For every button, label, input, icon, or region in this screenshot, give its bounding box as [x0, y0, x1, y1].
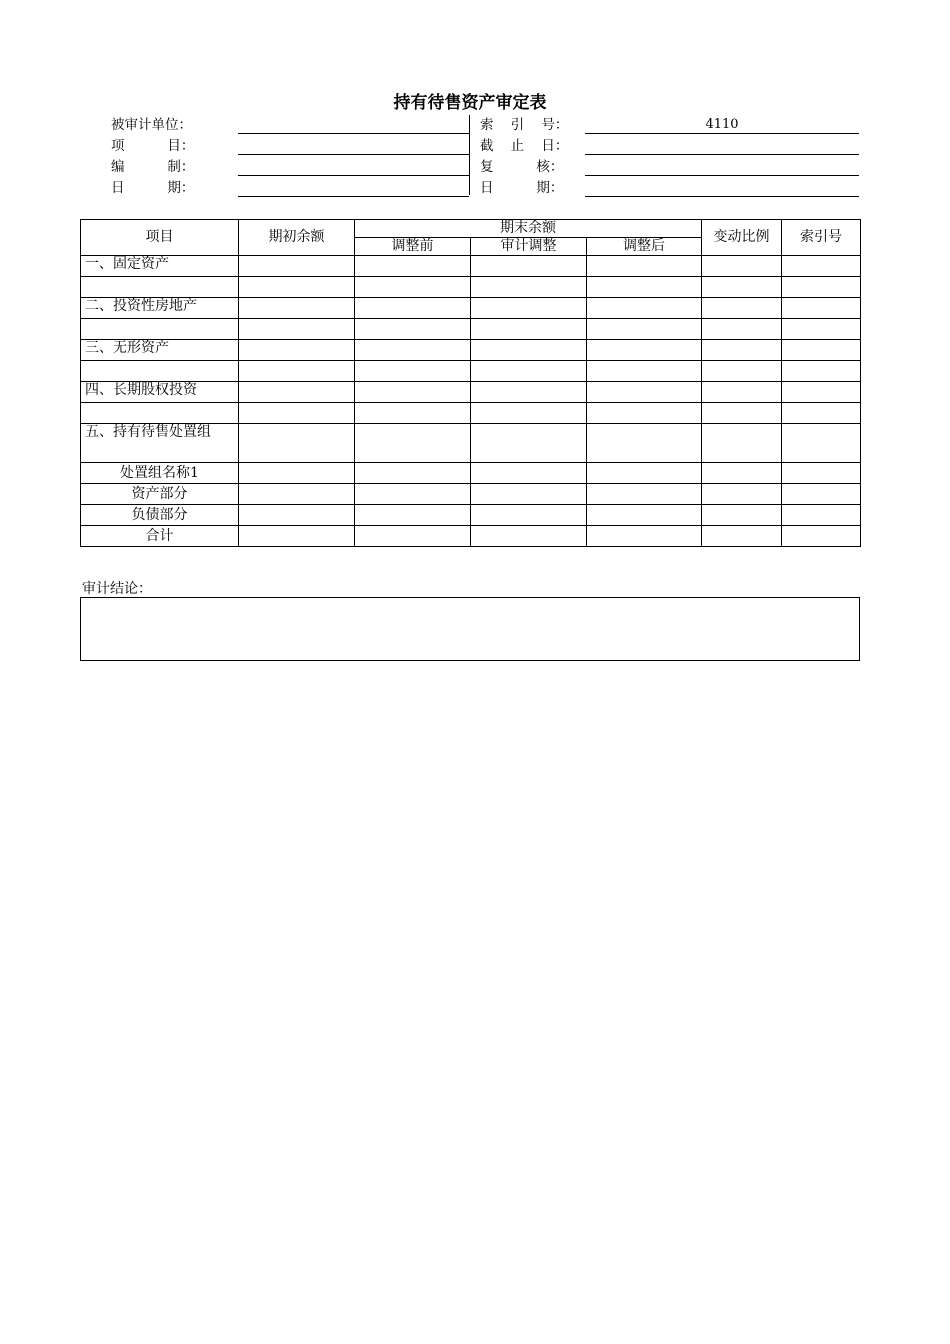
table-cell[interactable]	[702, 424, 782, 463]
table-cell[interactable]	[355, 361, 471, 382]
table-cell[interactable]	[782, 484, 861, 505]
header-field-date-left[interactable]	[238, 196, 469, 197]
row-label	[81, 403, 239, 424]
table-cell[interactable]	[239, 256, 355, 277]
row-label: 五、持有待售处置组	[81, 424, 239, 463]
table-cell[interactable]	[587, 505, 702, 526]
table-cell[interactable]	[587, 484, 702, 505]
table-cell[interactable]	[239, 277, 355, 298]
table-cell[interactable]	[702, 382, 782, 403]
table-row	[81, 424, 861, 463]
table-cell[interactable]	[239, 340, 355, 361]
column-header-index-no: 索引号	[782, 220, 861, 256]
table-cell[interactable]	[587, 277, 702, 298]
table-cell[interactable]	[355, 505, 471, 526]
table-cell[interactable]	[587, 361, 702, 382]
table-cell[interactable]	[471, 319, 587, 340]
audit-table	[80, 219, 861, 547]
row-label: 合计	[81, 526, 239, 547]
table-cell[interactable]	[471, 298, 587, 319]
table-cell[interactable]	[782, 463, 861, 484]
table-cell[interactable]	[471, 505, 587, 526]
header-field-cutoff-date[interactable]	[585, 154, 859, 155]
row-label: 一、固定资产	[81, 256, 239, 277]
header-field-reviewer[interactable]	[585, 175, 859, 176]
table-cell[interactable]	[587, 463, 702, 484]
table-row	[81, 340, 861, 361]
table-cell[interactable]	[355, 484, 471, 505]
table-cell[interactable]	[587, 403, 702, 424]
table-row	[81, 463, 861, 484]
column-header-change-ratio: 变动比例	[702, 220, 782, 256]
table-cell[interactable]	[355, 526, 471, 547]
header-field-project[interactable]	[238, 154, 469, 155]
column-header-after-adjustment: 调整后	[587, 238, 702, 256]
table-cell[interactable]	[239, 424, 355, 463]
table-cell[interactable]	[702, 340, 782, 361]
table-cell[interactable]	[471, 484, 587, 505]
table-cell[interactable]	[782, 298, 861, 319]
row-label	[81, 277, 239, 298]
table-cell[interactable]	[702, 361, 782, 382]
table-cell[interactable]	[782, 319, 861, 340]
table-cell[interactable]	[239, 505, 355, 526]
column-header-audit-adjustment: 审计调整	[471, 238, 587, 256]
conclusion-label: 审计结论：	[82, 581, 152, 597]
header-field-audited-unit[interactable]	[238, 133, 469, 134]
table-cell[interactable]	[355, 256, 471, 277]
column-header-before-adjustment: 调整前	[355, 238, 471, 256]
table-cell[interactable]	[782, 256, 861, 277]
table-row	[81, 361, 861, 382]
table-cell[interactable]	[782, 526, 861, 547]
table-row	[81, 256, 861, 277]
header-label-cutoff-date: 截 止 日：	[480, 138, 569, 154]
table-row	[81, 484, 861, 505]
table-cell[interactable]	[782, 340, 861, 361]
row-label: 处置组名称1	[81, 463, 239, 484]
header-field-date-right[interactable]	[585, 196, 859, 197]
conclusion-box[interactable]	[80, 597, 860, 661]
column-header-item: 项目	[81, 220, 239, 256]
header-divider	[469, 115, 470, 195]
table-cell[interactable]	[239, 361, 355, 382]
header-label-audited-unit: 被审计单位：	[111, 117, 192, 133]
table-cell[interactable]	[587, 526, 702, 547]
table-cell[interactable]	[702, 484, 782, 505]
table-cell[interactable]	[471, 526, 587, 547]
table-cell[interactable]	[587, 424, 702, 463]
row-label: 负债部分	[81, 505, 239, 526]
table-cell[interactable]	[702, 298, 782, 319]
table-cell[interactable]	[782, 505, 861, 526]
table-cell[interactable]	[239, 526, 355, 547]
table-cell[interactable]	[355, 403, 471, 424]
table-cell[interactable]	[355, 424, 471, 463]
table-cell[interactable]	[702, 277, 782, 298]
table-cell[interactable]	[587, 256, 702, 277]
row-label: 二、投资性房地产	[81, 298, 239, 319]
table-cell[interactable]	[355, 382, 471, 403]
table-cell[interactable]	[471, 382, 587, 403]
column-header-closing-balance: 期末余额	[355, 220, 702, 238]
table-row	[81, 382, 861, 403]
table-cell[interactable]	[355, 319, 471, 340]
header-field-prepared-by[interactable]	[238, 175, 469, 176]
row-label: 资产部分	[81, 484, 239, 505]
table-cell[interactable]	[471, 424, 587, 463]
row-label: 三、无形资产	[81, 340, 239, 361]
table-cell[interactable]	[702, 526, 782, 547]
table-cell[interactable]	[471, 463, 587, 484]
table-row	[81, 505, 861, 526]
table-cell[interactable]	[782, 277, 861, 298]
table-cell[interactable]	[782, 382, 861, 403]
table-cell[interactable]	[702, 505, 782, 526]
table-cell[interactable]	[587, 298, 702, 319]
table-row	[81, 298, 861, 319]
header-label-project: 项 目：	[111, 138, 195, 154]
table-cell[interactable]	[239, 463, 355, 484]
header-label-reviewer: 复 核：	[480, 159, 564, 175]
row-label: 四、长期股权投资	[81, 382, 239, 403]
header-label-prepared-by: 编 制：	[111, 159, 195, 175]
header-label-date-right: 日 期：	[480, 180, 564, 196]
table-row	[81, 403, 861, 424]
table-cell[interactable]	[239, 382, 355, 403]
table-cell[interactable]	[239, 484, 355, 505]
table-cell[interactable]	[355, 277, 471, 298]
table-cell[interactable]	[239, 298, 355, 319]
table-cell[interactable]	[782, 424, 861, 463]
header-label-index-no: 索 引 号：	[480, 117, 569, 133]
table-cell[interactable]	[587, 340, 702, 361]
table-row	[81, 277, 861, 298]
table-cell[interactable]	[471, 361, 587, 382]
row-label	[81, 319, 239, 340]
table-cell[interactable]	[782, 403, 861, 424]
table-cell[interactable]	[239, 403, 355, 424]
table-cell[interactable]	[702, 463, 782, 484]
table-row	[81, 526, 861, 547]
header-value-index-no: 4110	[705, 117, 739, 132]
header-label-date-left: 日 期：	[111, 180, 195, 196]
header-field-index-no[interactable]	[585, 133, 859, 134]
table-cell[interactable]	[239, 319, 355, 340]
page-title: 持有待售资产审定表	[393, 93, 547, 113]
table-cell[interactable]	[702, 256, 782, 277]
table-cell[interactable]	[355, 340, 471, 361]
table-cell[interactable]	[355, 298, 471, 319]
table-cell[interactable]	[587, 382, 702, 403]
table-cell[interactable]	[702, 403, 782, 424]
row-label	[81, 361, 239, 382]
table-cell[interactable]	[587, 319, 702, 340]
table-cell[interactable]	[782, 361, 861, 382]
table-cell[interactable]	[471, 403, 587, 424]
table-cell[interactable]	[471, 256, 587, 277]
table-cell[interactable]	[471, 277, 587, 298]
table-cell[interactable]	[355, 463, 471, 484]
column-header-opening-balance: 期初余额	[239, 220, 355, 256]
table-cell[interactable]	[471, 340, 587, 361]
table-row	[81, 319, 861, 340]
table-cell[interactable]	[702, 319, 782, 340]
